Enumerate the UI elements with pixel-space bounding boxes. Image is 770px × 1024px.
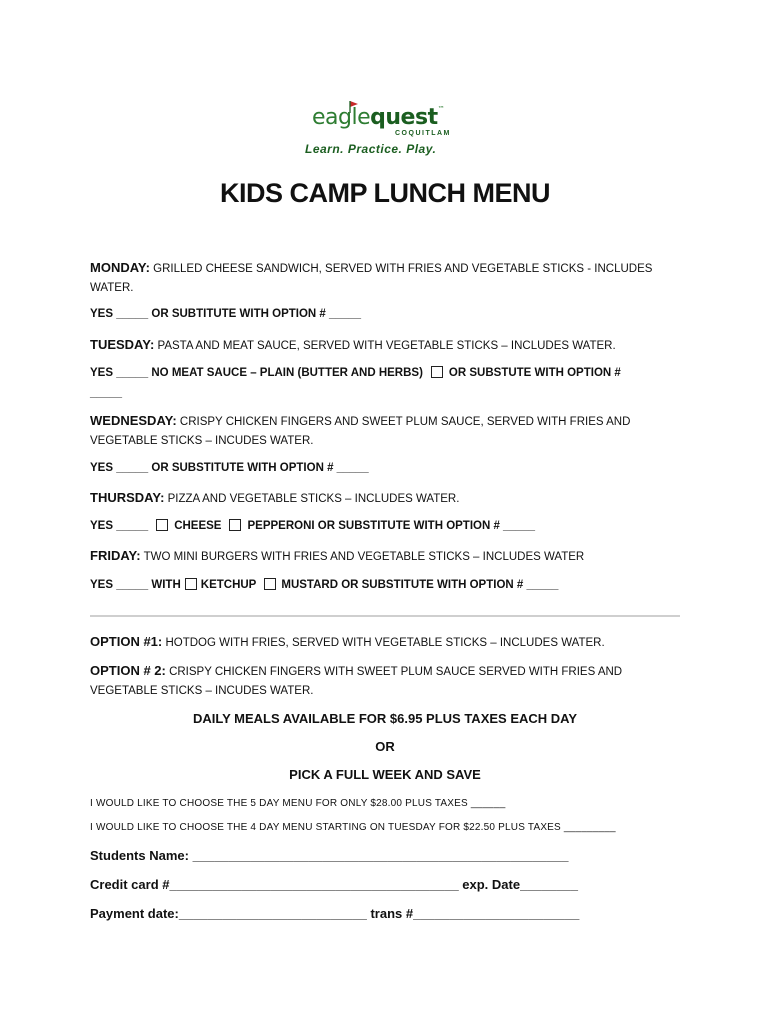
cheese-label: CHEESE: [174, 520, 222, 532]
wednesday-description: CRISPY CHICKEN FINGERS AND SWEET PLUM SAUCE, SERVED WITH FRIES AND VEGETABLE STICKS – INCUDES WATER.: [90, 416, 631, 447]
monday-entry: [90, 258, 685, 298]
plain-checkbox[interactable]: [431, 366, 443, 378]
thursday-label: THURSDAY:: [90, 490, 165, 505]
tuesday-options-text: YES _____ NO MEAT SAUCE – PLAIN (BUTTER AND HERBS): [90, 367, 423, 379]
four-day-choice[interactable]: I WOULD LIKE TO CHOOSE THE 4 DAY MENU STARTING ON TUESDAY FOR $22.50 PLUS TAXES _________: [90, 822, 616, 833]
friday-yes-text: YES _____ WITH: [90, 579, 181, 591]
tuesday-options-blank: _____: [90, 387, 122, 399]
student-name-field[interactable]: Students Name: ____________________________________________________: [90, 848, 569, 863]
option1-entry: [90, 632, 685, 653]
mustard-checkbox[interactable]: [264, 578, 276, 590]
option2-description: CRISPY CHICKEN FINGERS WITH SWEET PLUM SAUCE SERVED WITH FRIES AND VEGETABLE STICKS – INCUDES WATER.: [90, 666, 623, 697]
option1-label: OPTION #1:: [90, 634, 163, 649]
logo-wordmark: eaglequest™: [312, 105, 445, 130]
pepperoni-checkbox[interactable]: [229, 519, 241, 531]
tuesday-label: TUESDAY:: [90, 337, 155, 352]
monday-options: YES _____ OR SUBTITUTE WITH OPTION # _____: [90, 308, 361, 320]
section-divider: [90, 615, 680, 617]
payment-date-field[interactable]: Payment date:__________________________ trans #_______________________: [90, 906, 580, 921]
ketchup-label: KETCHUP: [200, 579, 257, 591]
option1-description: HOTDOG WITH FRIES, SERVED WITH VEGETABLE STICKS – INCLUDES WATER.: [165, 637, 605, 649]
page-title: KIDS CAMP LUNCH MENU: [219, 178, 550, 208]
monday-label: MONDAY:: [90, 260, 150, 275]
tuesday-description: PASTA AND MEAT SAUCE, SERVED WITH VEGETABLE STICKS – INCLUDES WATER.: [157, 340, 616, 352]
ketchup-checkbox[interactable]: [185, 578, 197, 590]
friday-entry: [90, 546, 685, 567]
five-day-choice[interactable]: I WOULD LIKE TO CHOOSE THE 5 DAY MENU FOR ONLY $28.00 PLUS TAXES ______: [90, 798, 506, 809]
friday-description: TWO MINI BURGERS WITH FRIES AND VEGETABLE STICKS – INCLUDES WATER: [143, 551, 585, 563]
logo-location: COQUITLAM: [395, 130, 451, 137]
option2-label: OPTION # 2:: [90, 663, 166, 678]
eaglequest-logo: [300, 100, 470, 160]
week-offer-heading: PICK A FULL WEEK AND SAVE: [289, 767, 481, 782]
wednesday-options: YES _____ OR SUBSTITUTE WITH OPTION # _____: [90, 462, 369, 474]
wednesday-entry: [90, 411, 685, 451]
tuesday-entry: [90, 335, 685, 356]
cheese-checkbox[interactable]: [156, 519, 168, 531]
credit-card-field[interactable]: Credit card #________________________________________ exp. Date________: [90, 877, 578, 892]
daily-price-note: DAILY MEALS AVAILABLE FOR $6.95 PLUS TAXES EACH DAY: [192, 711, 578, 726]
mustard-label: MUSTARD OR SUBSTITUTE WITH OPTION # _____: [281, 579, 559, 591]
logo-tagline: Learn. Practice. Play.: [305, 142, 437, 156]
monday-description: GRILLED CHEESE SANDWICH, SERVED WITH FRIES AND VEGETABLE STICKS - INCLUDES WATER.: [90, 263, 653, 294]
friday-label: FRIDAY:: [90, 548, 141, 563]
friday-options: [90, 576, 685, 595]
pepperoni-label: PEPPERONI OR SUBSTITUTE WITH OPTION # _____: [247, 520, 536, 532]
wednesday-label: WEDNESDAY:: [90, 413, 177, 428]
thursday-entry: [90, 488, 685, 509]
option2-entry: [90, 661, 685, 701]
tuesday-substitute-text: OR SUBSTUTE WITH OPTION #: [448, 367, 621, 379]
or-text: OR: [375, 739, 395, 754]
thursday-yes-text: YES _____: [90, 520, 149, 532]
tuesday-options: [90, 364, 685, 383]
thursday-options: [90, 517, 685, 536]
thursday-description: PIZZA AND VEGETABLE STICKS – INCLUDES WATER.: [167, 493, 460, 505]
